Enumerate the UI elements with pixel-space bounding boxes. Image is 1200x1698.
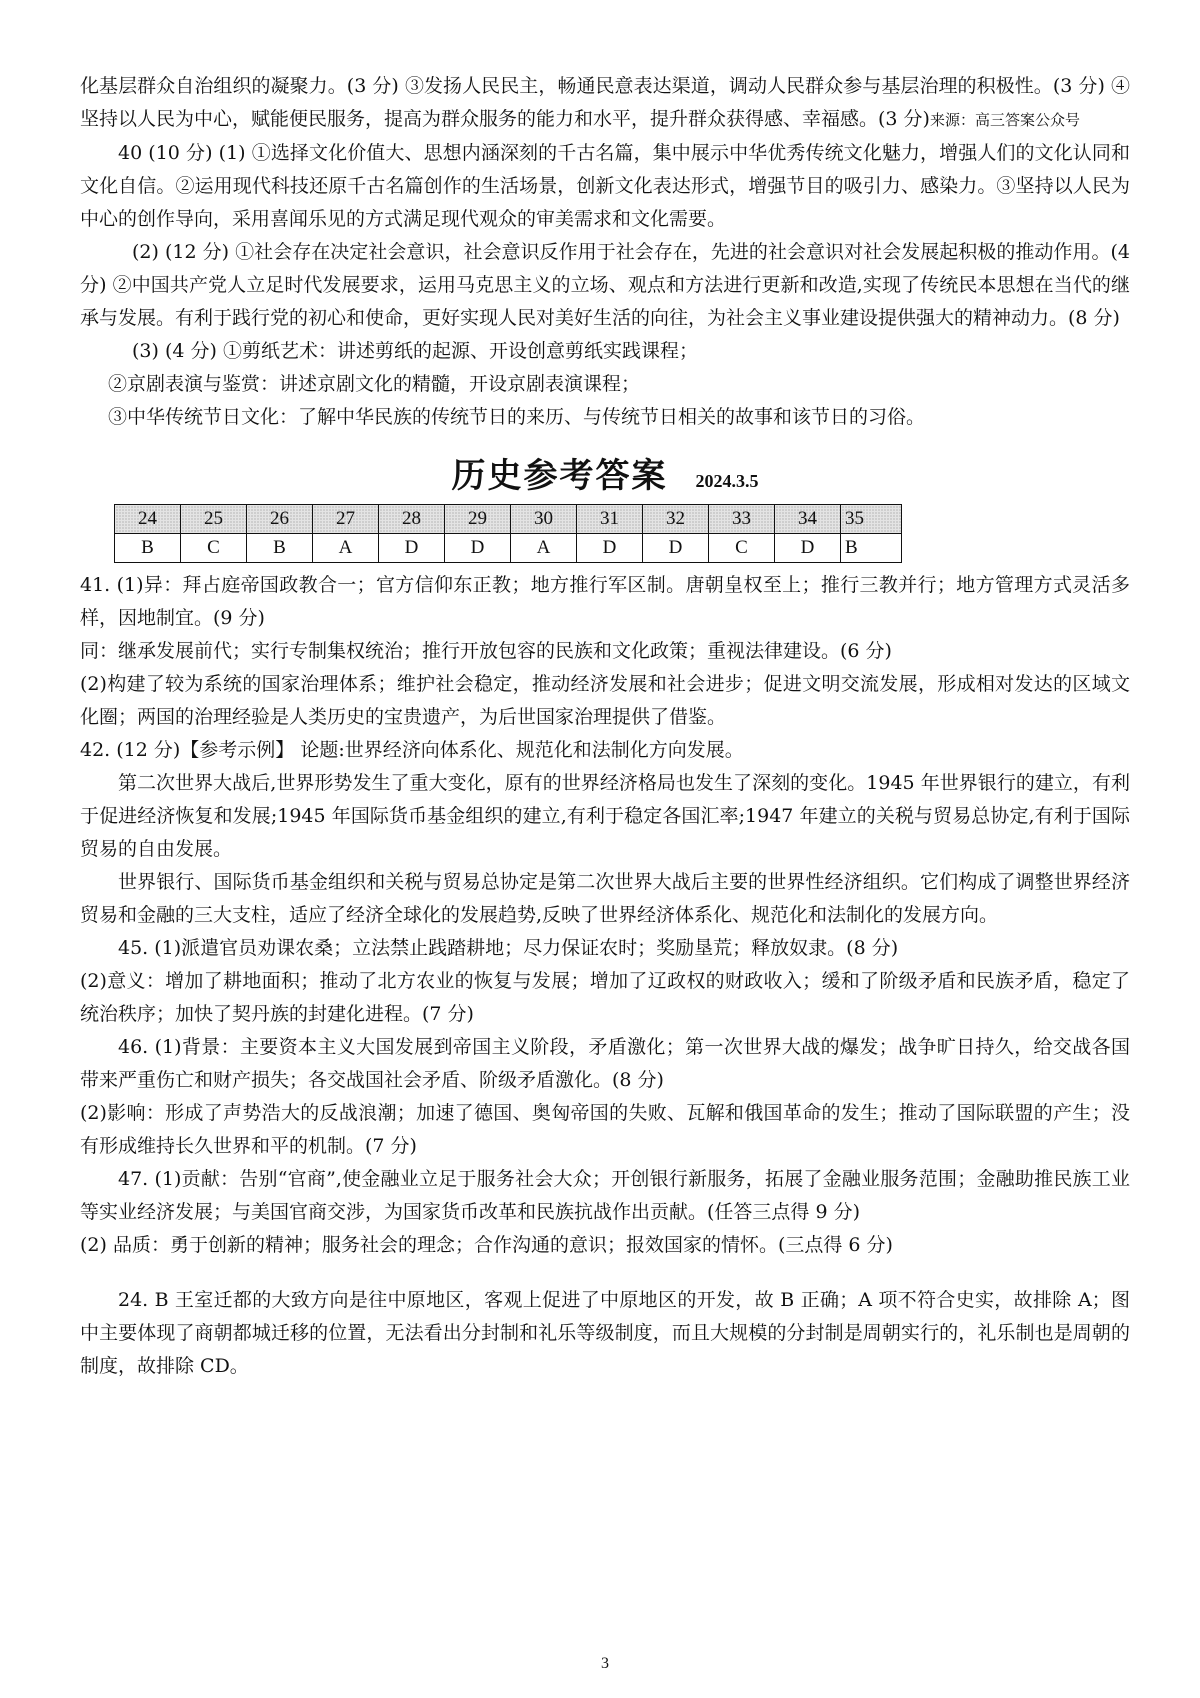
history-date: 2024.3.5 — [695, 471, 759, 491]
question-number-cell: 26 — [247, 505, 313, 534]
question-number-cell: 27 — [313, 505, 379, 534]
page-number: 3 — [601, 1655, 609, 1672]
question-number-cell: 28 — [379, 505, 445, 534]
history-q41-part2: (2)构建了较为系统的国家治理体系；维护社会稳定，推动经济发展和社会进步；促进文明交流发展，形成相对发达的区域文化圈；两国的治理经验是人类历史的宝贵遗产，为后世国家治理提供了借鉴。 — [80, 673, 1130, 728]
answer-table-number-row — [115, 505, 902, 534]
history-title-row — [80, 450, 1130, 502]
history-q24-explanation: 24. B 王室迁都的大致方向是往中原地区，客观上促进了中原地区的开发，故 B 正确；A 项不符合史实，故排除 A；图中主要体现了商朝都城迁移的位置，无法看出分封制和礼乐等级制度，而且大规模的分封制是周朝实行的，礼乐制也是周朝的制度，故排除 CD。 — [80, 1289, 1130, 1377]
answer-cell: A — [313, 534, 379, 563]
answer-cell: B — [115, 534, 181, 563]
answer-cell: B — [247, 534, 313, 563]
question-number-cell: 33 — [709, 505, 775, 534]
answer-cell: D — [445, 534, 511, 563]
answer-cell: C — [709, 534, 775, 563]
top-margin — [80, 0, 1130, 70]
question-number-cell: 29 — [445, 505, 511, 534]
politics-q40-part3: (3) (4 分) ①剪纸艺术：讲述剪纸的起源、开设创意剪纸实践课程； — [132, 340, 698, 362]
politics-q40-part1: 40 (10 分) (1) ①选择文化价值大、思想内涵深刻的千古名篇，集中展示中华优秀传统文化魅力，增强人们的文化认同和文化自信。②运用现代科技还原千古名篇创作的生活场景，创新文化表达形式，增强节目的吸引力、感染力。③坚持以人民为中心的创作导向，采用喜闻乐见的方式满足现代观众的审美需求和文化需要。 — [80, 142, 1130, 230]
history-q42-paragraph2: 世界银行、国际货币基金组织和关税与贸易总协定是第二次世界大战后主要的世界性经济组织。它们构成了调整世界经济贸易和金融的三大支柱，适应了经济全球化的发展趋势,反映了世界经济体系化、规范化和法制化的发展方向。 — [80, 871, 1130, 926]
question-number-cell: 25 — [181, 505, 247, 534]
question-number-cell: 31 — [577, 505, 643, 534]
answer-table — [114, 504, 902, 563]
history-q42-paragraph1: 第二次世界大战后,世界形势发生了重大变化，原有的世界经济格局也发生了深刻的变化。1945 年世界银行的建立，有利于促进经济恢复和发展;1945 年国际货币基金组织的建立,有利于稳定各国汇率;1947 年建立的关税与贸易总协定,有利于国际贸易的自由发展。 — [80, 772, 1130, 860]
politics-q40-part3-item2: ②京剧表演与鉴赏：讲述京剧文化的精髓，开设京剧表演课程； — [108, 373, 641, 395]
answer-cell: C — [181, 534, 247, 563]
q39-text: 化基层群众自治组织的凝聚力。(3 分) ③发扬人民民主，畅通民意表达渠道，调动人民群众参与基层治理的积极性。(3 分) ④坚持以人民为中心，赋能便民服务，提高为群众服务的能力和水平，提升群众获得感、幸福感。(3 分) — [80, 75, 1130, 130]
answer-cell: D — [577, 534, 643, 563]
history-q45-part1: 45. (1)派遣官员劝课农桑；立法禁止践踏耕地；尽力保证农时；奖励垦荒；释放奴隶。(8 分) — [118, 937, 899, 959]
question-number-cell: 34 — [775, 505, 841, 534]
question-number-cell: 32 — [643, 505, 709, 534]
question-number-cell: 35 — [841, 505, 902, 534]
history-q46-part2: (2)影响：形成了声势浩大的反战浪潮；加速了德国、奥匈帝国的失败、瓦解和俄国革命的发生；推动了国际联盟的产生；没有形成维持长久世界和平的机制。(7 分) — [80, 1102, 1130, 1157]
history-title: 历史参考答案 — [451, 456, 668, 496]
answer-cell: D — [775, 534, 841, 563]
answer-cell: D — [379, 534, 445, 563]
history-q47-part2: (2) 品质：勇于创新的精神；服务社会的理念；合作沟通的意识；报效国家的情怀。(三点得 6 分) — [80, 1234, 893, 1256]
section-gap — [80, 1262, 1130, 1284]
document-page — [80, 0, 1130, 1698]
history-q46-part1: 46. (1)背景：主要资本主义大国发展到帝国主义阶段，矛盾激化；第一次世界大战的爆发；战争旷日持久，给交战各国带来严重伤亡和财产损失；各交战国社会矛盾、阶级矛盾激化。(8 分) — [80, 1036, 1130, 1091]
history-q47-part1: 47. (1)贡献：告别“官商”,使金融业立足于服务社会大众；开创银行新服务，拓展了金融业服务范围；金融助推民族工业等实业经济发展；与美国官商交涉，为国家货币改革和民族抗战作出贡献。(任答三点得 9 分) — [80, 1168, 1130, 1223]
history-q41-part1: 41. (1)异：拜占庭帝国政教合一；官方信仰东正教；地方推行军区制。唐朝皇权至上；推行三教并行；地方管理方式灵活多样，因地制宜。(9 分) — [80, 574, 1130, 629]
answer-cell: A — [511, 534, 577, 563]
politics-q40-part3-item3: ③中华传统节日文化：了解中华民族的传统节日的来历、与传统节日相关的故事和该节日的习俗。 — [108, 406, 926, 428]
question-number-cell: 30 — [511, 505, 577, 534]
history-q45-part2: (2)意义：增加了耕地面积；推动了北方农业的恢复与发展；增加了辽政权的财政收入；缓和了阶级矛盾和民族矛盾，稳定了统治秩序；加快了契丹族的封建化进程。(7 分) — [80, 970, 1130, 1025]
answer-cell: D — [643, 534, 709, 563]
answer-table-answer-row — [115, 534, 902, 563]
politics-q39-continuation — [80, 70, 1130, 137]
source-note: 来源：高三答案公众号 — [929, 111, 1080, 129]
politics-q40-part2: (2) (12 分) ①社会存在决定社会意识，社会意识反作用于社会存在，先进的社会意识对社会发展起积极的推动作用。(4 分) ②中国共产党人立足时代发展要求，运用马克思主义的立场、观点和方法进行更新和改造,实现了传统民本思想在当代的继承与发展。有利于践行党的初心和使命，更好实现人民对美好生活的向往，为社会主义事业建设提供强大的精神动力。(8 分) — [80, 241, 1130, 329]
history-q41-similarities: 同：继承发展前代；实行专制集权统治；推行开放包容的民族和文化政策；重视法律建设。(6 分) — [80, 640, 892, 662]
question-number-cell: 24 — [115, 505, 181, 534]
history-q42-heading: 42. (12 分)【参考示例】 论题:世界经济向体系化、规范化和法制化方向发展。 — [80, 739, 744, 761]
answer-cell: B — [841, 534, 902, 563]
